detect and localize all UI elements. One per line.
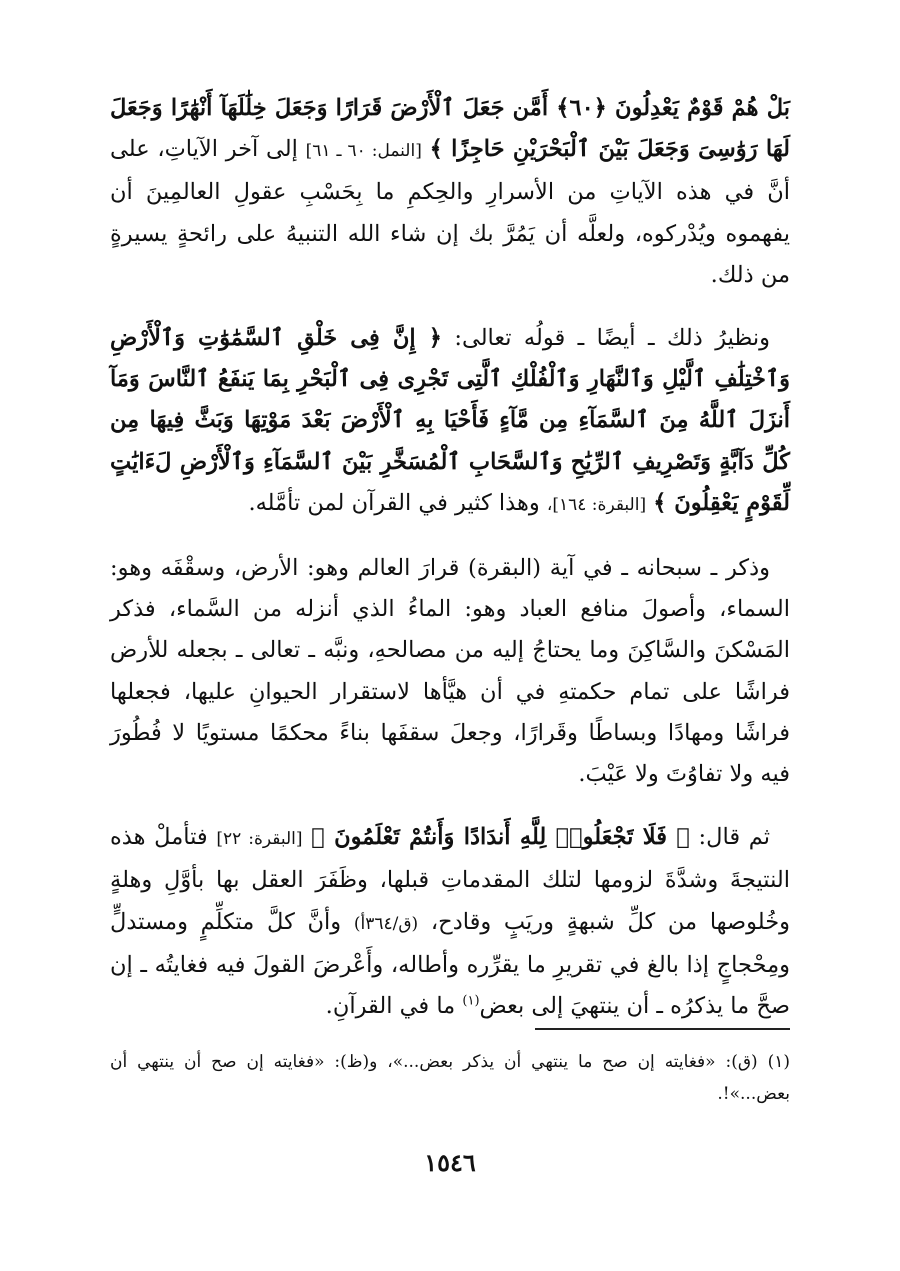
page-body — [110, 88, 790, 1049]
body-text: فتأملْ هذه النتيجةَ وشدَّةَ لزومها لتلك المقدماتِ قبلها، وظَفَرَ العقل بها بأوَّلِ وهلةٍ وخُلوصها من كلِّ شبهةٍ وريَبٍ وقادح، — [110, 824, 790, 935]
body-text: إلى آخر الآياتِ، على أنَّ في هذه الآياتِ من الأسرارِ والحِكمِ ما بِحَسْبِ عقولِ العالمِينَ أن يفهموه ويُدْركوه، ولعلَّه أن يَمُرَّ بك إن شاء الله التنبيهُ على رائحةٍ يسيرةٍ من ذلك. — [110, 136, 790, 288]
page-number: ١٥٤٦ — [424, 1148, 476, 1177]
body-text: ثم قال: — [698, 824, 771, 851]
paragraph-3 — [110, 548, 790, 795]
footnote-marker[interactable]: (١) — [462, 993, 480, 1009]
footnote: (١) (ق): «فغايته إن صح ما ينتهي أن يذكر بعض...»، و(ظ): «فغايته إن صح أن ينتهي أن بعض...»!. — [110, 1052, 790, 1104]
paragraph-1 — [110, 88, 790, 296]
verse-reference: [البقرة: ١٦٤]، — [546, 494, 647, 515]
body-text: وهذا كثير في القرآن لمن تأمَّله. — [248, 489, 540, 516]
verse-reference: [النمل: ٦٠ ـ ٦١] — [305, 141, 422, 162]
quran-verse: بَلْ هُمْ قَوْمٌ يَعْدِلُونَ ﴿٦٠﴾ أَمَّن جَعَلَ ٱلْأَرْضَ قَرَارًا وَجَعَلَ خِلَٰلَهَآ أَنْهَٰرًا وَجَعَلَ لَهَا رَوَٰسِىَ وَجَعَلَ بَيْنَ ٱلْبَحْرَيْنِ حَاجِزًا ﴾ — [110, 95, 791, 163]
footnote-separator — [535, 1028, 790, 1030]
quran-verse: ﴿ إِنَّ فِى خَلْقِ ٱلسَّمَٰوَٰتِ وَٱلْأَرْضِ وَٱخْتِلَٰفِ ٱلَّيْلِ وَٱلنَّهَارِ وَٱلْفُلْكِ ٱلَّتِى تَجْرِى فِى ٱلْبَحْرِ بِمَا يَنفَعُ ٱلنَّاسَ وَمَآ أَنزَلَ ٱللَّهُ مِنَ ٱلسَّمَآءِ مِن مَّآءٍ فَأَحْيَا بِهِ ٱلْأَرْضَ بَعْدَ مَوْتِهَا وَبَثَّ فِيهَا مِن كُلِّ دَآبَّةٍ وَتَصْرِيفِ ٱلرِّيَٰحِ وَٱلسَّحَابِ ٱلْمُسَخَّرِ بَيْنَ ٱلسَّمَآءِ وَٱلْأَرْضِ لَءَايَٰتٍ لِّقَوْمٍ يَعْقِلُونَ ﴾ — [110, 325, 790, 516]
body-text: ما في القرآنِ. — [325, 993, 456, 1020]
manuscript-reference: (ق/٣٦٤أ) — [353, 913, 419, 934]
body-text: وذكر ـ سبحانه ـ في آية (البقرة) قرارَ العالم وهو: الأرض، وسقْفَه وهو: السماء، وأصولَ منافع العباد وهو: الماءُ الذي أنزله من السَّماء، فذكر المَسْكنَ والسَّاكِنَ وما يحتاجُ إليه من مصالحهِ، ونبَّه ـ تعالى ـ بجعله للأرض فراشًا على تمام حكمتهِ في أن هيَّأها لاستقرار الحيوانِ عليها، فجعلها فراشًا ومهادًا وبساطًا وقَرارًا، وجعلَ سقفَها بناءً محكمًا مستويًا لا فُطُورَ فيه ولا تفاوُتَ ولا عَيْبَ. — [110, 555, 790, 788]
verse-reference: [البقرة: ٢٢] — [216, 829, 303, 850]
paragraph-2 — [110, 318, 790, 526]
quran-verse: ﴿ فَلَا تَجْعَلُوا۟ لِلَّهِ أَندَادًا وَأَنتُمْ تَعْلَمُونَ ﴾ — [311, 824, 690, 851]
body-text: وأنَّ كلَّ متكلِّمٍ ومستدلٍّ ومِحْجاجٍ إذا بالغ في تقريرِ ما يقرِّره وأطاله، وأَعْرضَ القولَ فيه فغايتُه ـ إن صحَّ ما يذكرُه ـ أن ينتهيَ إلى بعض — [110, 908, 790, 1020]
paragraph-4 — [110, 817, 790, 1027]
body-text: ونظيرُ ذلك ـ أيضًا ـ قولُه تعالى: — [454, 325, 770, 352]
